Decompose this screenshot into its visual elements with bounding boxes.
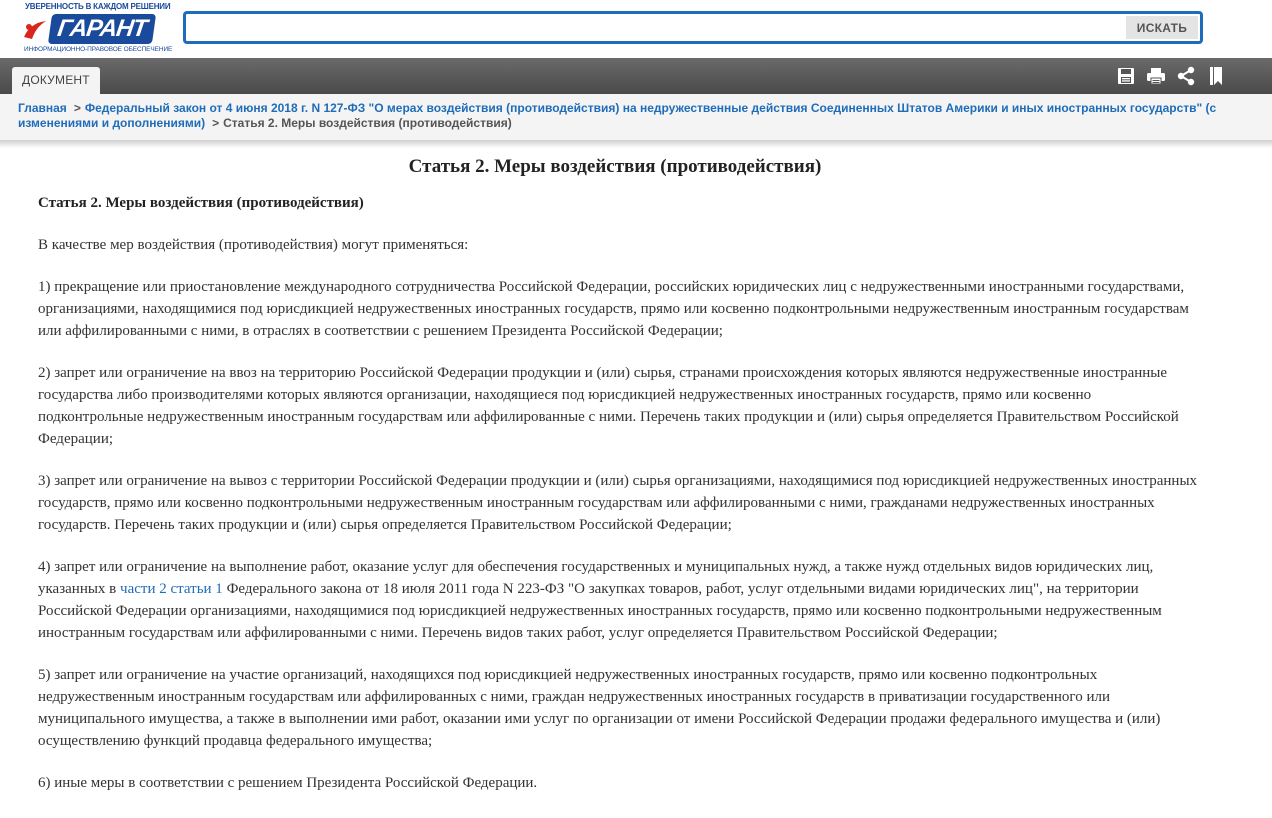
breadcrumb-current: Статья 2. Меры воздействия (противодействия) xyxy=(223,116,512,130)
print-icon[interactable] xyxy=(1146,66,1166,86)
breadcrumb xyxy=(0,94,1272,140)
page-title: Статья 2. Меры воздействия (противодействия) xyxy=(408,156,822,177)
document-toolbar xyxy=(0,58,1272,94)
law-reference-link[interactable]: части 2 статьи 1 xyxy=(120,581,223,597)
logo-tagline: УВЕРЕННОСТЬ В КАЖДОМ РЕШЕНИИ xyxy=(25,2,171,11)
search-button[interactable]: ИСКАТЬ xyxy=(1126,16,1198,39)
document-tools xyxy=(1116,66,1226,86)
save-icon[interactable] xyxy=(1116,66,1136,86)
article-intro: В качестве мер воздействия (противодействия) могут применяться: xyxy=(38,237,469,253)
breadcrumb-home-link[interactable]: Главная xyxy=(18,101,67,115)
logo-subtitle: ИНФОРМАЦИОННО-ПРАВОВОЕ ОБЕСПЕЧЕНИЕ xyxy=(24,46,173,53)
tab-document[interactable]: ДОКУМЕНТ xyxy=(12,67,100,94)
garant-logo[interactable] xyxy=(22,2,173,54)
article-item-4 xyxy=(38,556,1198,644)
bookmark-icon[interactable] xyxy=(1206,66,1226,86)
article-item-5: 5) запрет или ограничение на участие организаций, находящихся под юрисдикцией недружественных иностранных государств, прямо или косвенно подконтрольных недружественным иностранным государствам или аффилированных с ними, граждан недружественных иностранных государств в приватизации государственного или муниципального имущества, а также в выполнении ими работ, оказании ими услуг по организации от имени Российской Федерации продажи федерального имущества и (или) осуществлению функций продавца федерального имущества; xyxy=(38,667,1161,749)
article-item-4-text: Федерального закона от 18 июля 2011 года N 223-ФЗ "О закупках товаров, работ, услуг отдельными видами юридических лиц", на территории Российской Федерации организациями, находящимися под юрисдикцией недружественных иностранных государств, прямо или косвенно подконтрольными недружественным иностранным государствам или аффилированными с ними. Перечень видов таких работ, услуг определяется Правительством Российской Федерации; xyxy=(38,581,1162,641)
article-item-2: 2) запрет или ограничение на ввоз на территорию Российской Федерации продукции и (или) сырья, странами происхождения которых являются недружественные иностранные государства либо производителями которых являются организации, находящиеся под юрисдикцией недружественных иностранных государств, прямо или косвенно подконтрольные недружественным иностранным государствам или аффилированные с ними. Перечень таких продукции и (или) сырья определяется Правительством Российской Федерации; xyxy=(38,365,1179,447)
document-content xyxy=(38,152,1198,794)
breadcrumb-law-link[interactable]: Федеральный закон от 4 июня 2018 г. N 127-ФЗ "О мерах воздействия (противодействия) на недружественные действия Соединенных Штатов Америки и иных иностранных государств" (с изменениями и дополнениями) xyxy=(18,101,1217,130)
header xyxy=(0,0,1272,58)
breadcrumb-separator: > xyxy=(212,116,220,130)
logo-name: ГАРАНТ xyxy=(48,14,156,44)
search-bar xyxy=(183,11,1203,44)
share-icon[interactable] xyxy=(1176,66,1196,86)
divider-shadow xyxy=(0,140,1272,148)
article-item-1: 1) прекращение или приостановление международного сотрудничества Российской Федерации, российских юридических лиц с недружественными иностранными государствами, организациями, находящимися под юрисдикцией недружественных иностранных государств, прямо или косвенно подконтрольными недружественным иностранным государствам или аффилированными с ними, в отраслях в соответствии с решением Президента Российской Федерации; xyxy=(38,279,1189,339)
article-item-4-text: 4) запрет или ограничение на выполнение работ, оказание услуг для обеспечения государственных и муниципальных нужд, а также нужд отдельных видов юридических лиц, указанных в xyxy=(38,559,1154,597)
search-input[interactable] xyxy=(188,16,1128,39)
article-item-6: 6) иные меры в соответствии с решением Президента Российской Федерации. xyxy=(38,775,538,791)
breadcrumb-separator: > xyxy=(73,101,81,115)
article-heading: Статья 2. Меры воздействия (противодействия) xyxy=(38,195,364,211)
article-item-3: 3) запрет или ограничение на вывоз с территории Российской Федерации продукции и (или) сырья организациями, находящимися под юрисдикцией недружественных иностранных государств, прямо или косвенно подконтрольными недружественным иностранным государствам или аффилированными с ними, гражданами недружественных иностранных государств. Перечень таких продукции и (или) сырья определяется Правительством Российской Федерации; xyxy=(38,473,1198,533)
